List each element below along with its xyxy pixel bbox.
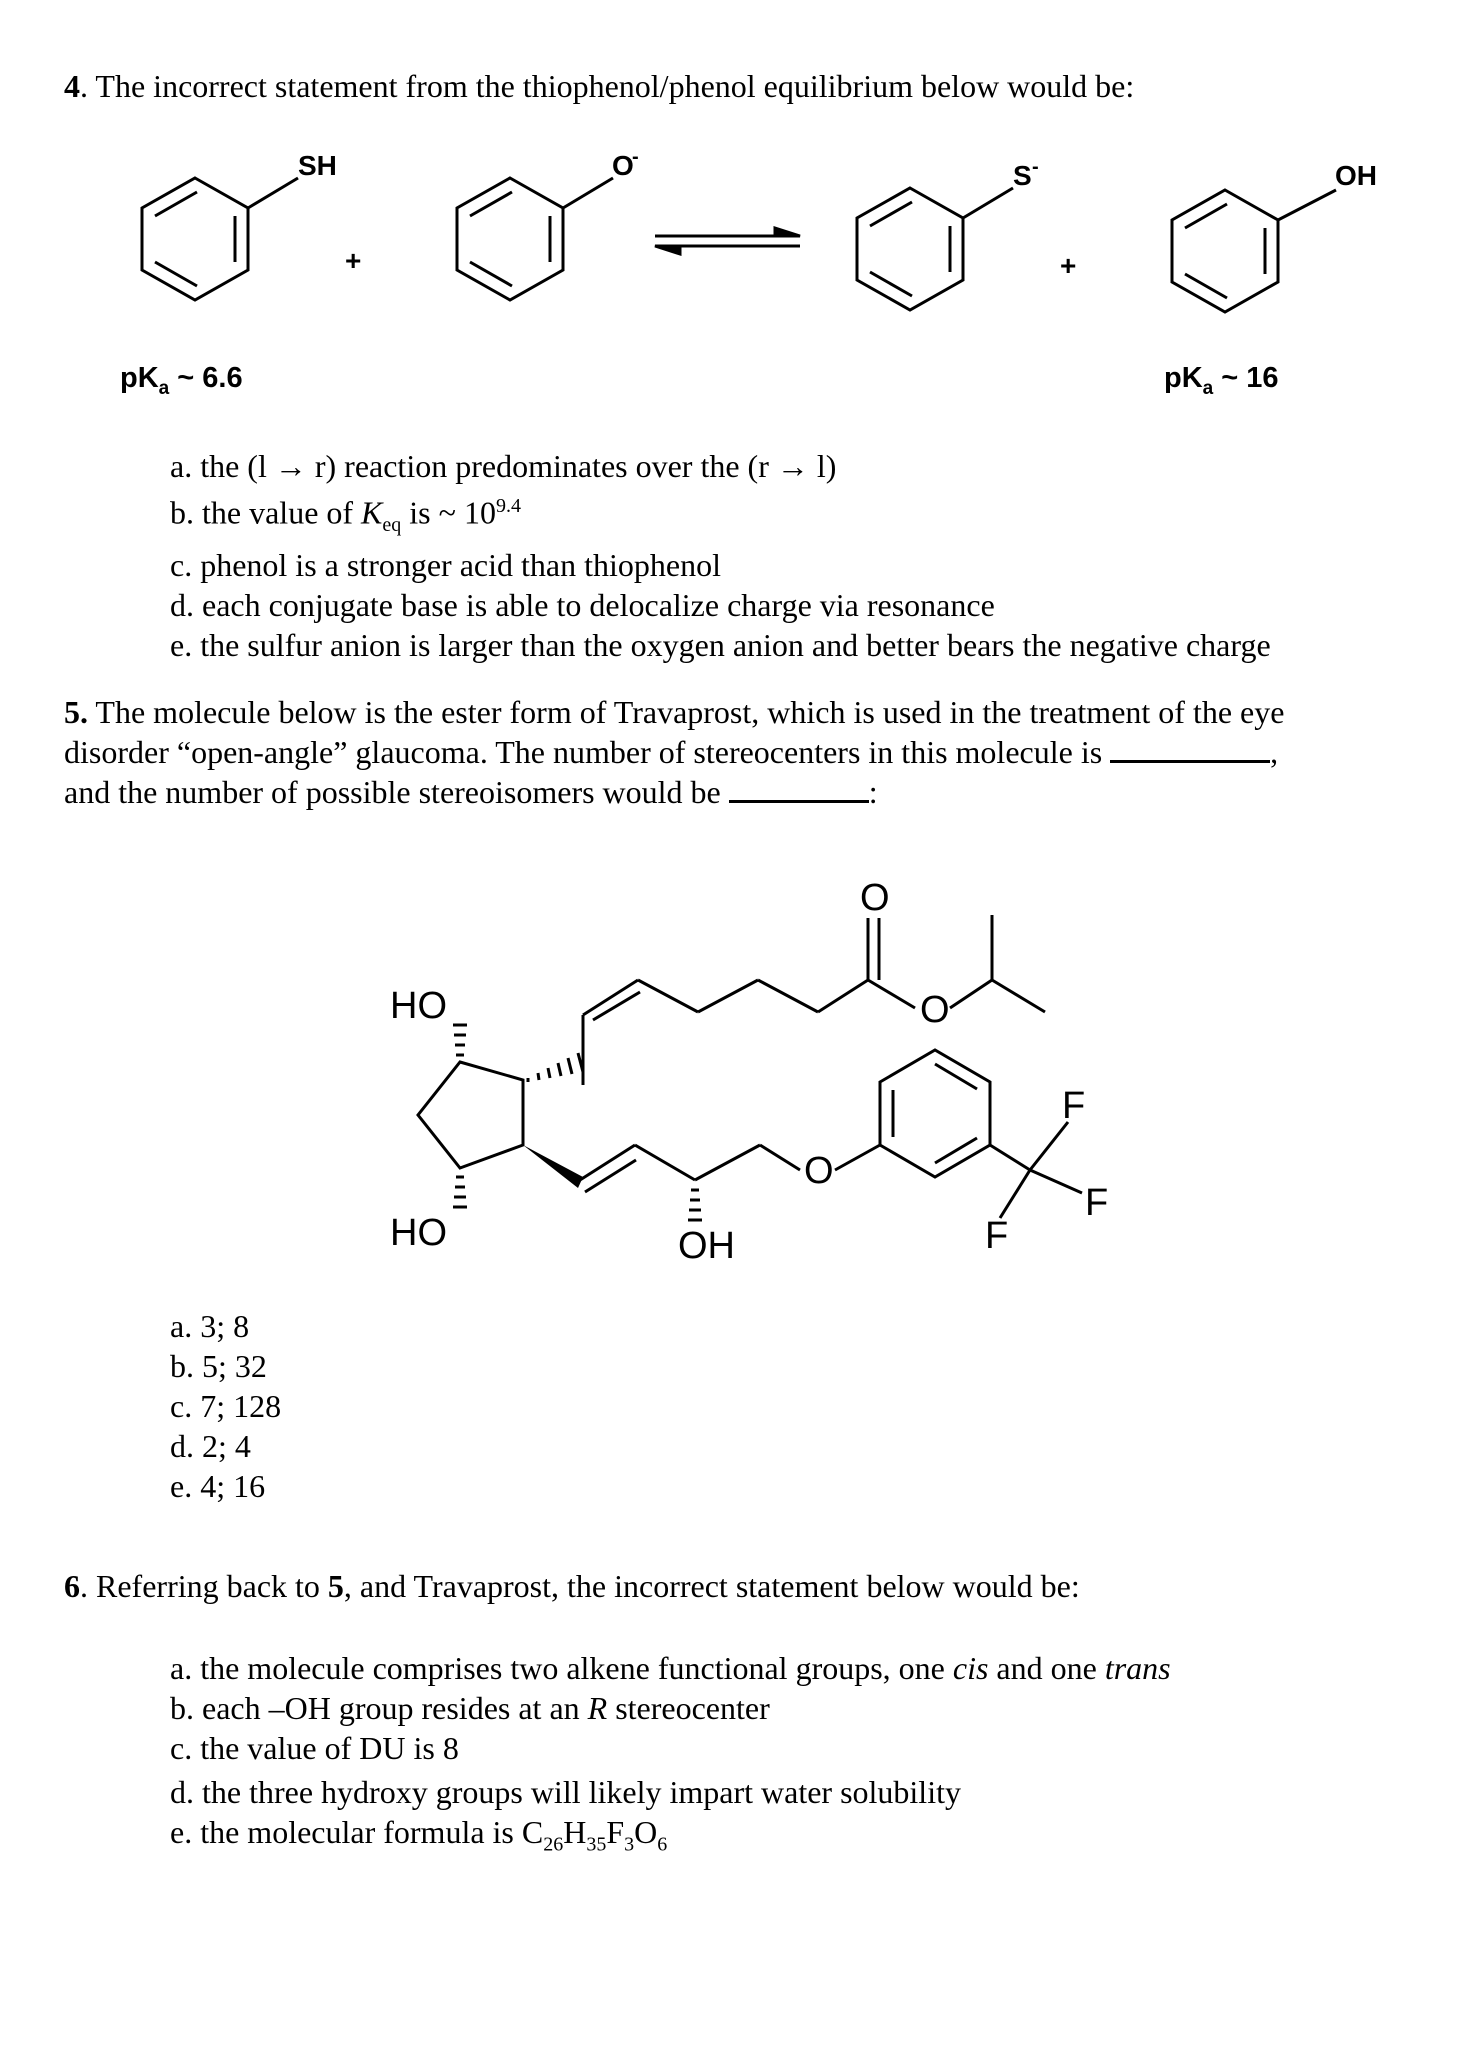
plus-sign-1: + [345,245,362,276]
q6-number: 6 [64,1568,80,1604]
q4-stem [64,66,1134,106]
q6-option-c[interactable]: c. the value of DU is 8 [170,1730,459,1766]
q6-option-e[interactable]: e. the molecular formula is $C_{26}H_{35}F_3O_6$ [170,1814,668,1856]
pka-left: $pK_a$ ~ 6.6 [120,362,243,399]
oh-label: OH [1335,160,1377,191]
q5-stem: 5. The molecule below is the ester form of Travaprost, which is used in the treatment of the eye disorder “open-angle” glaucoma. The number of stereocenters in this molecule is , and the number of possible stereoisomers would be : [64,694,1285,810]
ho-top-label: HO [390,985,447,1027]
q4-option-a[interactable]: a. the (l → r) reaction predominates over the (r → l) [170,448,837,484]
equilibrium-arrow [655,228,800,254]
ether-o-label: O [804,1150,834,1192]
q4-option-e[interactable]: e. the sulfur anion is larger than the oxygen anion and better bears the negative charge [170,627,1271,664]
q5-option-a[interactable]: a. 3; 8 [170,1308,250,1344]
phenoxide-ring [457,178,563,300]
sh-label: SH [298,150,337,181]
q4-stem-text: . The incorrect statement from the thiophenol/phenol equilibrium below would be: [80,68,1135,104]
q5-options [170,1306,281,1506]
q4-option-d[interactable]: d. each conjugate base is able to delocalize charge via resonance [170,587,995,624]
q5-option-e[interactable]: e. 4; 16 [170,1468,266,1504]
stereoisomer-blank[interactable] [729,776,869,803]
q4-reaction-scheme [0,130,1477,450]
o-minus-label: O [612,150,634,181]
pka-right: $pK_a$ ~ 16 [1164,362,1279,399]
q6-options [170,1648,1171,1864]
ho-bottom-label: HO [390,1212,447,1254]
travaprost-structure [0,840,1477,1300]
phenol-ring [1172,190,1278,312]
q4-options [170,446,1271,665]
stereocenter-blank[interactable] [1110,736,1270,763]
benzene-ring [880,1050,990,1177]
q4-number: 4 [64,68,80,104]
q6-stem: 6. Referring back to 5, and Travaprost, the incorrect statement below would be: [64,1568,1080,1604]
plus-sign-2: + [1060,250,1077,281]
q6-option-a[interactable]: a. the molecule comprises two alkene functional groups, one cis and one trans [170,1650,1171,1686]
s-minus-charge: - [1032,156,1039,178]
thiophenoxide-ring [857,188,963,310]
f1-label: F [1062,1085,1086,1127]
thiophenol-ring [142,178,248,300]
q4-option-b[interactable]: b. the value of $K_{eq}$ is ~ $10^{9.4}$ [170,494,521,537]
o-minus-charge: - [632,146,639,168]
f2-label: F [1085,1182,1109,1224]
ester-o-label: O [920,989,950,1031]
wedge-bond [523,1145,583,1188]
carbonyl-o-label: O [860,877,890,919]
oh-chain-label: OH [678,1225,735,1267]
q5-option-b[interactable]: b. 5; 32 [170,1348,267,1384]
q6-option-b[interactable]: b. each –OH group resides at an R stereocenter [170,1690,770,1726]
q5-option-c[interactable]: c. 7; 128 [170,1388,282,1424]
q6-option-d[interactable]: d. the three hydroxy groups will likely impart water solubility [170,1774,961,1810]
s-minus-label: S [1013,160,1032,191]
q5-option-d[interactable]: d. 2; 4 [170,1428,251,1464]
q5-number: 5. [64,694,88,730]
cyclopentane-ring [418,1062,523,1168]
q4-option-c[interactable]: c. phenol is a stronger acid than thiophenol [170,547,721,584]
f3-label: F [985,1215,1009,1257]
